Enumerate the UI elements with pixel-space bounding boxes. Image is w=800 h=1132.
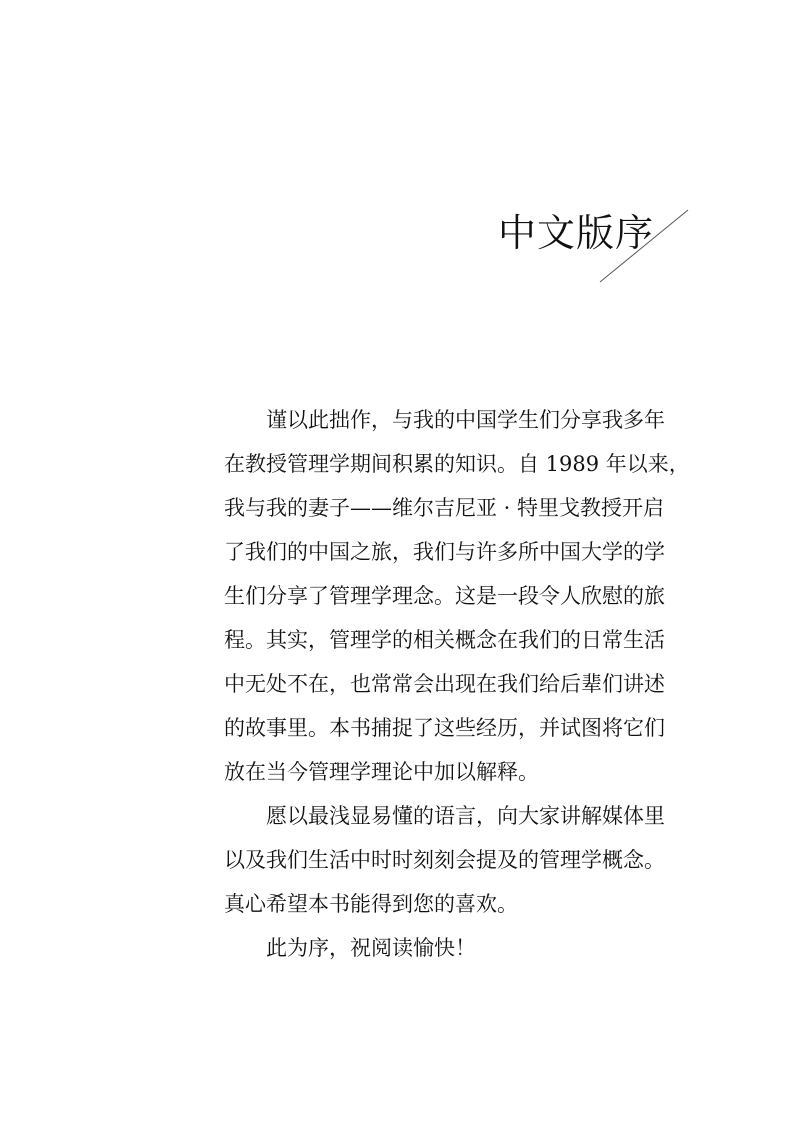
text-line: 的故事里。本书捕捉了这些经历，并试图将它们 bbox=[224, 716, 665, 740]
text-line: 愿以最浅显易懂的语言，向大家讲解媒体里 bbox=[266, 804, 665, 828]
paragraph-2 bbox=[224, 794, 684, 926]
paragraph-1 bbox=[224, 398, 690, 794]
text-line: 谨以此拙作，与我的中国学生们分享我多年 bbox=[266, 408, 665, 432]
diagonal-rule bbox=[600, 210, 688, 282]
text-line: 此为序，祝阅读愉快！ bbox=[266, 936, 476, 960]
text-line: 真心希望本书能得到您的喜欢。 bbox=[224, 892, 518, 916]
decorative-diagonal-line bbox=[596, 208, 692, 286]
preface-title: 中文版序 bbox=[498, 211, 655, 255]
text-line: 我与我的妻子——维尔吉尼亚 · 特里戈教授开启 bbox=[224, 496, 665, 520]
preface-body bbox=[224, 398, 690, 970]
text-line: 以及我们生活中时时刻刻会提及的管理学概念。 bbox=[224, 848, 665, 872]
paragraph-3 bbox=[224, 926, 684, 970]
text-line: 了我们的中国之旅，我们与许多所中国大学的学 bbox=[224, 540, 665, 564]
text-line: 中无处不在，也常常会出现在我们给后辈们讲述 bbox=[224, 672, 665, 696]
text-line: 生们分享了管理学理念。这是一段令人欣慰的旅 bbox=[224, 584, 665, 608]
text-line: 程。其实，管理学的相关概念在我们的日常生活 bbox=[224, 628, 665, 652]
text-line: 在教授管理学期间积累的知识。自 1989 年以来， bbox=[224, 452, 690, 476]
text-line: 放在当今管理学理论中加以解释。 bbox=[224, 760, 539, 784]
